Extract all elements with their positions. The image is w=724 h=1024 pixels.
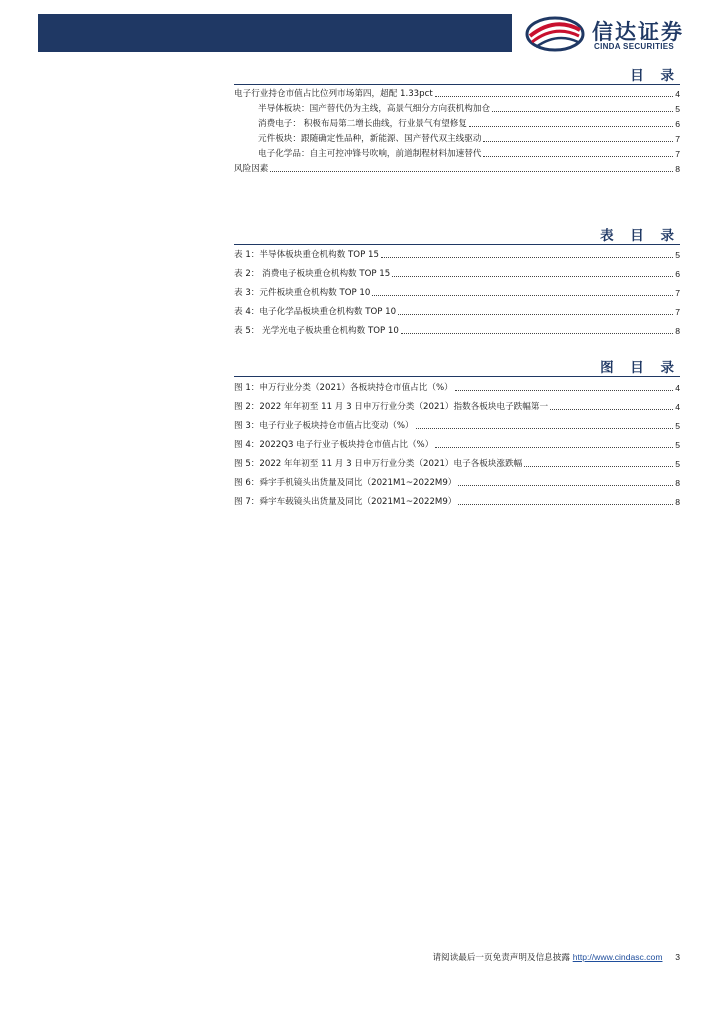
leader-dots [458, 484, 673, 486]
table-toc-entry-page: 5 [675, 250, 680, 260]
figure-toc-entry-text: 图 7：舜宇车载镜头出货量及同比（2021M1~2022M9） [234, 497, 457, 507]
figure-toc-entry[interactable] [234, 395, 680, 413]
table-toc-entry-page: 7 [675, 307, 680, 317]
toc-entry-page: 6 [675, 119, 680, 129]
leader-dots [435, 446, 673, 448]
figure-toc-entry[interactable] [234, 433, 680, 451]
table-toc-entry[interactable] [234, 243, 680, 261]
figure-toc-entry-page: 5 [675, 421, 680, 431]
leader-dots [392, 275, 673, 277]
table-toc-entry[interactable] [234, 281, 680, 299]
toc-entry-text: 电子化学品：自主可控冲锋号吹响，前道制程材料加速替代 [258, 149, 482, 159]
figures-toc-title: 图 目 录 [600, 360, 680, 376]
toc-title: 目 录 [630, 68, 680, 84]
leader-dots [550, 408, 673, 410]
leader-dots [401, 332, 673, 334]
table-toc-entry-text: 表 2： 消费电子板块重仓机构数 TOP 15 [234, 269, 391, 279]
figure-toc-entry-text: 图 5：2022 年年初至 11 月 3 日申万行业分类（2021）电子各板块涨跌幅 [234, 459, 523, 469]
footer-website-link[interactable]: http://www.cindasc.com [572, 952, 663, 962]
toc-entry[interactable] [234, 157, 680, 175]
toc-entry-page: 7 [675, 149, 680, 159]
figure-toc-entry-page: 8 [675, 478, 680, 488]
table-toc-entry-page: 8 [675, 326, 680, 336]
toc-entry-page: 5 [675, 104, 680, 114]
toc-entry-text: 元件板块：跟随确定性品种，新能源、国产替代双主线驱动 [258, 134, 482, 144]
toc-entry-text: 消费电子： 积极布局第二增长曲线，行业景气有望修复 [258, 119, 467, 129]
figure-toc-entry[interactable] [234, 414, 680, 432]
table-toc-entry-page: 6 [675, 269, 680, 279]
figure-toc-entry-text: 图 3：电子行业子板块持仓市值占比变动（%） [234, 421, 414, 431]
figure-toc-entry-text: 图 6：舜宇手机镜头出货量及同比（2021M1~2022M9） [234, 478, 457, 488]
table-toc-entry-text: 表 5： 光学光电子板块重仓机构数 TOP 10 [234, 326, 399, 336]
leader-dots [455, 389, 674, 391]
leader-dots [381, 256, 673, 258]
toc-entry-page: 7 [675, 134, 680, 144]
toc-entry-text: 风险因素 [234, 164, 269, 174]
figure-toc-entry-page: 4 [675, 383, 680, 393]
leader-dots [416, 427, 674, 429]
figure-toc-entry-page: 8 [675, 497, 680, 507]
figure-toc-entry[interactable] [234, 490, 680, 508]
figure-toc-entry-text: 图 4：2022Q3 电子行业子板块持仓市值占比（%） [234, 440, 434, 450]
logo-text-en: CINDA SECURITIES [594, 42, 675, 51]
leader-dots [458, 503, 673, 505]
table-toc-entry[interactable] [234, 300, 680, 318]
table-toc-entry[interactable] [234, 262, 680, 280]
toc-entry-page: 4 [675, 89, 680, 99]
figure-toc-entry[interactable] [234, 452, 680, 470]
table-toc-entry[interactable] [234, 319, 680, 337]
page-footer [432, 951, 680, 963]
table-toc-entry-text: 表 3：元件板块重仓机构数 TOP 10 [234, 288, 371, 298]
table-toc-entry-text: 表 1：半导体板块重仓机构数 TOP 15 [234, 250, 379, 260]
figure-toc-entry-page: 5 [675, 459, 680, 469]
header-banner [38, 14, 512, 52]
figure-toc-entry-page: 4 [675, 402, 680, 412]
leader-dots [372, 294, 673, 296]
figure-toc-entry-text: 图 2：2022 年年初至 11 月 3 日申万行业分类（2021）指数各板块电子跌幅第一 [234, 402, 549, 412]
cinda-logo-icon [524, 14, 586, 54]
figure-toc-entry[interactable] [234, 376, 680, 394]
company-logo [524, 14, 700, 54]
table-toc-entry-text: 表 4：电子化学品板块重仓机构数 TOP 10 [234, 307, 397, 317]
toc-entry-text: 电子行业持仓市值占比位列市场第四，超配 1.33pct [234, 89, 433, 99]
leader-dots [270, 170, 673, 172]
leader-dots [398, 313, 673, 315]
table-toc-entry-page: 7 [675, 288, 680, 298]
footer-disclaimer: 请阅读最后一页免责声明及信息披露 [432, 953, 570, 963]
figure-toc-entry-page: 5 [675, 440, 680, 450]
leader-dots [524, 465, 673, 467]
logo-text-cn: 信达证券 [592, 20, 684, 44]
figure-toc-entry[interactable] [234, 471, 680, 489]
figure-toc-entry-text: 图 1：申万行业分类（2021）各板块持仓市值占比（%） [234, 383, 453, 393]
page-number: 3 [675, 952, 680, 962]
tables-toc-title: 表 目 录 [600, 228, 680, 244]
toc-entry-page: 8 [675, 164, 680, 174]
toc-entry-text: 半导体板块：国产替代仍为主线，高景气细分方向获机构加仓 [258, 104, 491, 114]
